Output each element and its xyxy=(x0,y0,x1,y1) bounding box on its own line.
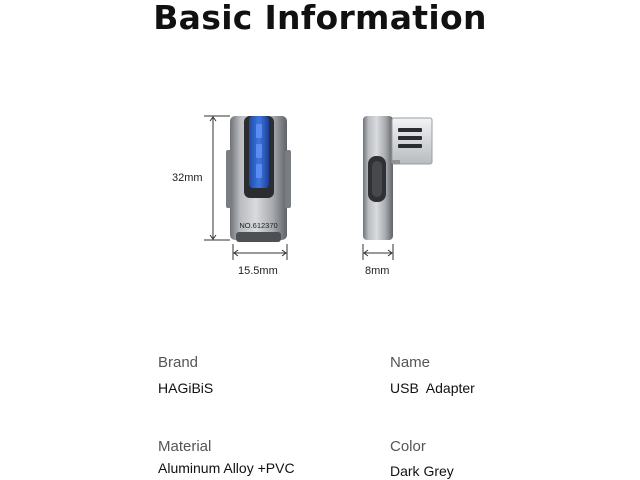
height-dimension-label: 32mm xyxy=(172,172,203,184)
color-label: Color xyxy=(390,438,426,455)
page-title: Basic Information xyxy=(153,0,487,37)
material-value: Aluminum Alloy +PVC xyxy=(158,460,295,476)
depth-dimension-label: 8mm xyxy=(365,265,390,277)
name-value: USB Adapter xyxy=(390,380,475,396)
width-dimension-line xyxy=(233,244,287,260)
product-marking-text: NO.612370 xyxy=(239,221,278,230)
width-dimension-label: 15.5mm xyxy=(238,265,278,277)
brand-value: HAGiBiS xyxy=(158,380,214,396)
brand-label: Brand xyxy=(158,354,199,371)
depth-dimension-line xyxy=(363,244,393,260)
adapter-side-view xyxy=(363,116,432,240)
color-value: Dark Grey xyxy=(390,463,454,479)
name-label: Name xyxy=(390,354,431,371)
material-label: Material xyxy=(158,438,212,455)
